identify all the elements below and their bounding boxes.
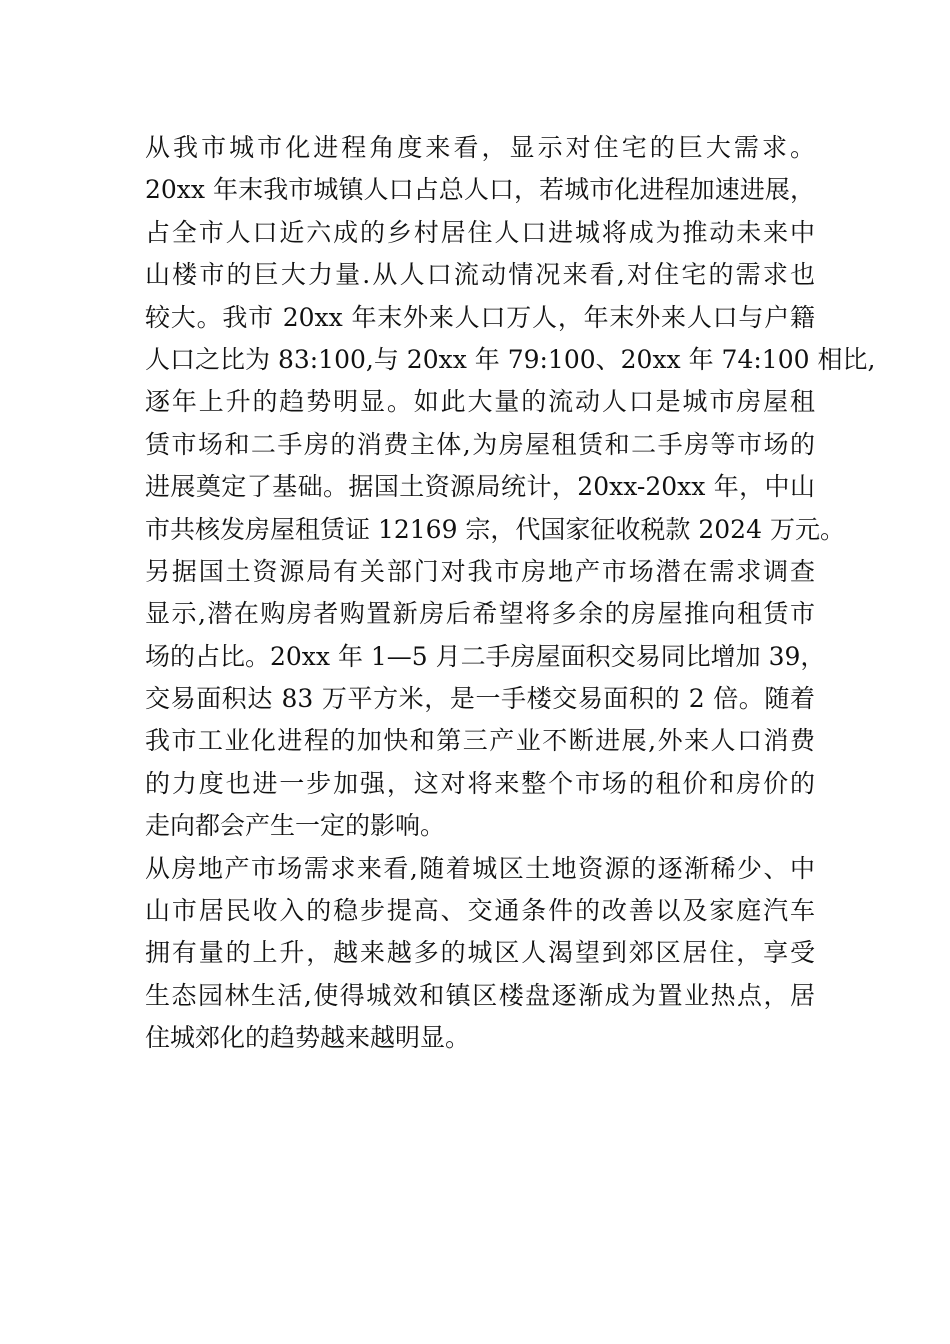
text-line: 另据国土资源局有关部门对我市房地产市场潜在需求调查 xyxy=(145,556,815,586)
paragraph-1 xyxy=(145,127,876,848)
text-line: 从房地产市场需求来看,随着城区土地资源的逐渐稀少、中 xyxy=(145,853,815,883)
text-line: 赁市场和二手房的消费主体,为房屋租赁和二手房等市场的 xyxy=(145,429,815,459)
text-line: 占全市人口近六成的乡村居住人口进城将成为推动未来中 xyxy=(145,217,815,247)
text-line: 市共核发房屋租赁证 12169 宗，代国家征收税款 2024 万元。 xyxy=(145,514,845,544)
text-line: 场的占比。20xx 年 1—5 月二手房屋面积交易同比增加 39， xyxy=(145,641,826,671)
text-line: 的力度也进一步加强，这对将来整个市场的租价和房价的 xyxy=(145,768,815,798)
text-line: 人口之比为 83:100,与 20xx 年 79:100、20xx 年 74:100 相比, xyxy=(145,344,876,374)
text-line: 较大。我市 20xx 年末外来人口万人，年末外来人口与户籍 xyxy=(145,302,815,332)
text-line: 20xx 年末我市城镇人口占总人口，若城市化进程加速进展， xyxy=(145,175,815,205)
text-line: 进展奠定了基础。据国土资源局统计，20xx-20xx 年，中山 xyxy=(145,472,815,502)
text-line: 交易面积达 83 万平方米，是一手楼交易面积的 2 倍。随着 xyxy=(145,684,815,714)
text-line: 拥有量的上升，越来越多的城区人渴望到郊区居住，享受 xyxy=(145,938,815,968)
body-text xyxy=(145,127,876,1060)
text-line: 我市工业化进程的加快和第三产业不断进展,外来人口消费 xyxy=(145,726,815,756)
paragraph-2 xyxy=(145,848,815,1060)
text-line: 山楼市的巨大力量.从人口流动情况来看,对住宅的需求也 xyxy=(145,260,815,290)
text-line: 生态园林生活,使得城效和镇区楼盘逐渐成为置业热点，居 xyxy=(145,980,815,1010)
text-line: 走向都会产生一定的影响。 xyxy=(145,811,446,841)
text-line: 逐年上升的趋势明显。如此大量的流动人口是城市房屋租 xyxy=(145,387,815,417)
text-line: 显示,潜在购房者购置新房后希望将多余的房屋推向租赁市 xyxy=(145,599,815,629)
text-line: 从我市城市化进程角度来看，显示对住宅的巨大需求。 xyxy=(145,133,815,162)
text-line: 住城郊化的趋势越来越明显。 xyxy=(145,1023,471,1053)
text-line: 山市居民收入的稳步提高、交通条件的改善以及家庭汽车 xyxy=(145,896,815,926)
